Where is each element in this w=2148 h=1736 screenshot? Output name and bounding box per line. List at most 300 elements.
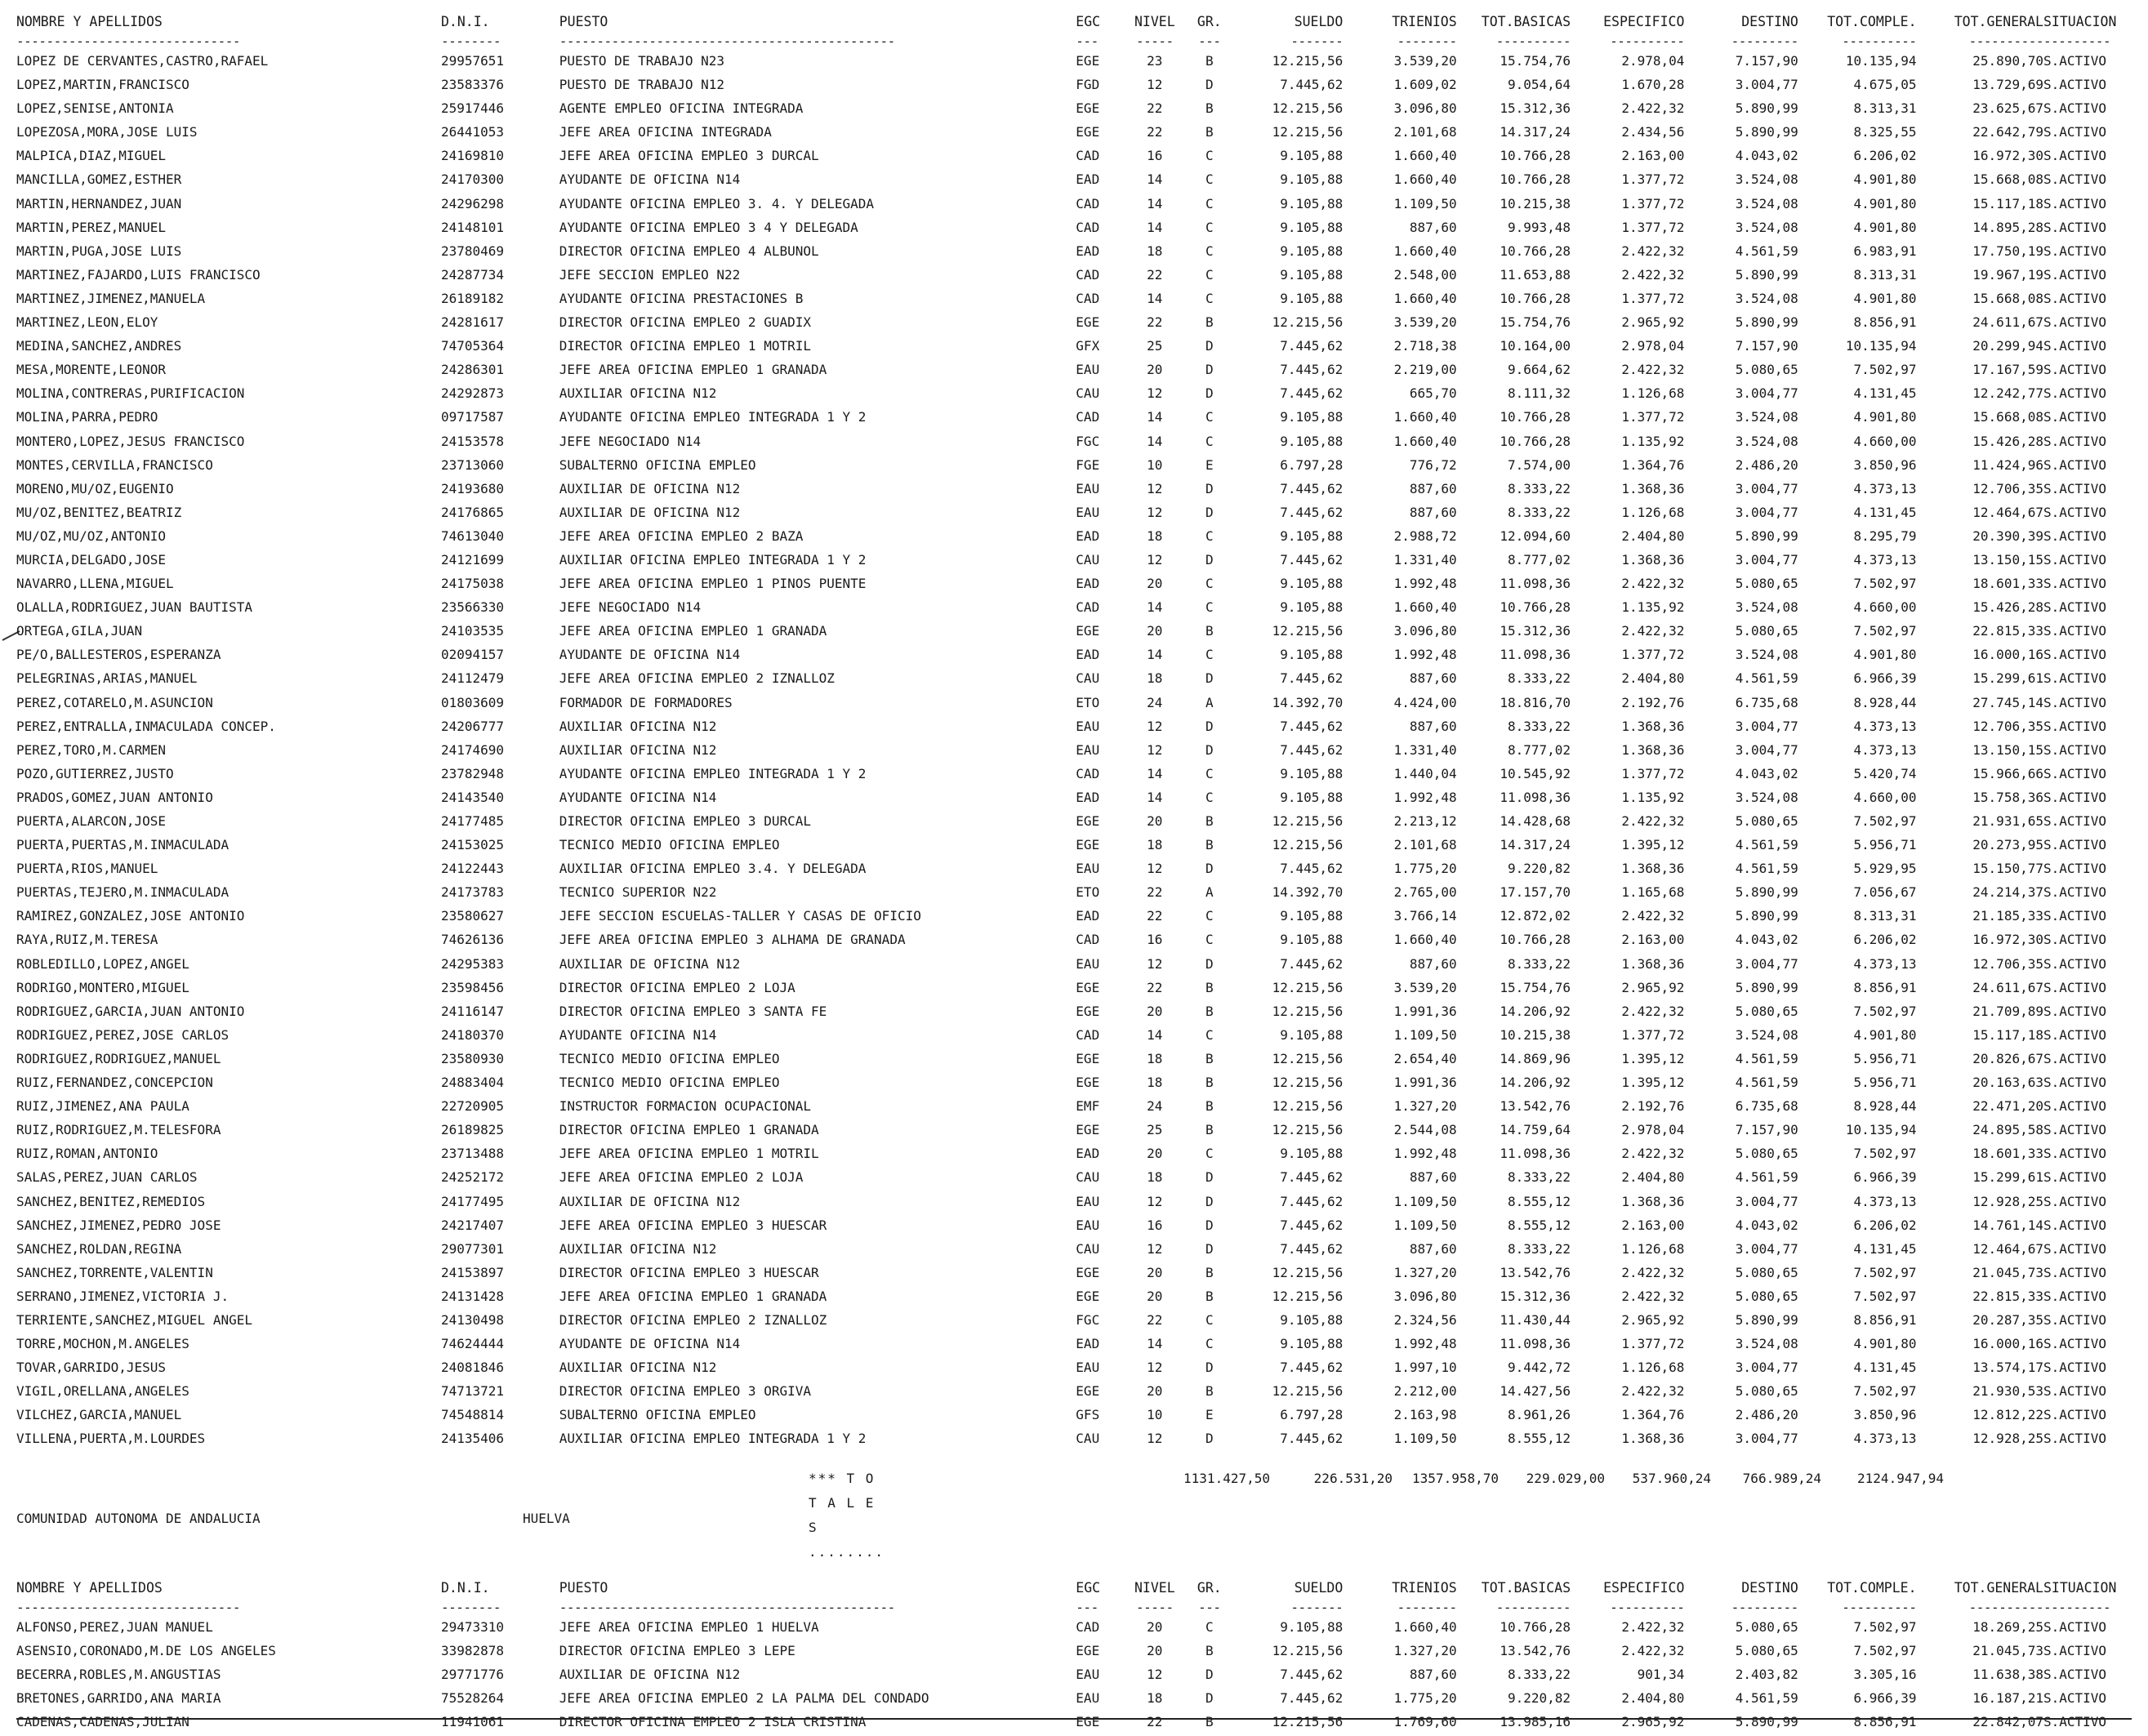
cell-name: VILLENA,PUERTA,M.LOURDES — [16, 1431, 206, 1447]
cell-grupo: C — [1205, 1026, 1214, 1043]
cell-tot-comple: 8.856,91 — [1853, 1714, 1917, 1730]
cell-trienios: 4.424,00 — [1393, 694, 1457, 710]
cell-trienios: 1.660,40 — [1393, 290, 1457, 306]
cell-especifico: 2.965,92 — [1621, 1714, 1685, 1730]
cell-tot-general: 16.000,16 — [1972, 647, 2043, 663]
table-row — [16, 786, 2140, 809]
cell-tot-basicas: 14.317,24 — [1500, 124, 1571, 140]
cell-situacion: S.ACTIVO — [2043, 1098, 2107, 1115]
cell-egc: EAD — [1076, 647, 1100, 663]
table-row — [16, 1686, 2140, 1710]
cell-destino: 4.561,59 — [1735, 1050, 1798, 1066]
cell-puesto: AYUDANTE DE OFICINA N14 — [559, 171, 741, 188]
cell-puesto: JEFE AREA OFICINA EMPLEO 3 DURCAL — [559, 148, 819, 164]
cell-tot-comple: 5.956,71 — [1853, 837, 1917, 853]
cell-name: MANCILLA,GOMEZ,ESTHER — [16, 171, 182, 188]
cell-trienios: 1.992,48 — [1393, 789, 1457, 805]
cell-tot-comple: 5.420,74 — [1853, 765, 1917, 781]
cell-dni: 24295383 — [441, 955, 505, 972]
cell-situacion: S.ACTIVO — [2043, 124, 2107, 140]
cell-name: MEDINA,SANCHEZ,ANDRES — [16, 338, 182, 354]
cell-destino: 3.524,08 — [1735, 433, 1798, 449]
cell-dni: 75528264 — [441, 1690, 505, 1707]
table-row — [16, 453, 2140, 477]
cell-trienios: 887,60 — [1409, 718, 1457, 734]
cell-egc: EGE — [1076, 1383, 1100, 1400]
cell-tot-basicas: 13.542,76 — [1500, 1643, 1571, 1659]
cell-name: RUIZ,JIMENEZ,ANA PAULA — [16, 1098, 189, 1115]
cell-puesto: PUESTO DE TRABAJO N23 — [559, 53, 725, 69]
cell-especifico: 2.404,80 — [1621, 527, 1685, 544]
cell-tot-basicas: 8.333,22 — [1507, 1169, 1571, 1186]
dashed-rule: ------------------------------ — [16, 34, 240, 49]
cell-tot-comple: 4.373,13 — [1853, 955, 1917, 972]
cell-situacion: S.ACTIVO — [2043, 1336, 2107, 1352]
cell-trienios: 2.219,00 — [1393, 362, 1457, 378]
cell-sueldo: 6.797,28 — [1280, 456, 1344, 473]
cell-egc: CAD — [1076, 1619, 1100, 1635]
cell-sueldo: 9.105,88 — [1280, 195, 1344, 211]
cell-tot-comple: 8.856,91 — [1853, 1311, 1917, 1328]
cell-tot-general: 22.642,79 — [1972, 124, 2043, 140]
cell-sueldo: 9.105,88 — [1280, 290, 1344, 306]
cell-dni: 74624444 — [441, 1336, 505, 1352]
cell-grupo: B — [1205, 1003, 1214, 1019]
cell-destino: 4.561,59 — [1735, 1690, 1798, 1707]
table-row — [16, 738, 2140, 762]
cell-name: ALFONSO,PEREZ,JUAN MANUEL — [16, 1619, 213, 1635]
cell-dni: 24175038 — [441, 576, 505, 592]
cell-sueldo: 12.215,56 — [1272, 623, 1344, 639]
cell-sueldo: 12.215,56 — [1272, 100, 1344, 117]
cell-grupo: D — [1205, 1169, 1214, 1186]
cell-sueldo: 9.105,88 — [1280, 1336, 1344, 1352]
cell-puesto: JEFE AREA OFICINA EMPLEO 2 BAZA — [559, 527, 804, 544]
cell-trienios: 2.765,00 — [1393, 884, 1457, 901]
cell-tot-comple: 4.373,13 — [1853, 1431, 1917, 1447]
cell-nivel: 14 — [1147, 1336, 1163, 1352]
cell-sueldo: 7.445,62 — [1280, 1360, 1344, 1376]
cell-dni: 23598456 — [441, 979, 505, 995]
cell-especifico: 2.422,32 — [1621, 1288, 1685, 1304]
cell-tot-basicas: 10.766,28 — [1500, 433, 1571, 449]
cell-trienios: 1.992,48 — [1393, 647, 1457, 663]
cell-puesto: AUXILIAR OFICINA N12 — [559, 1360, 717, 1376]
cell-destino: 7.157,90 — [1735, 1122, 1798, 1138]
cell-dni: 23580930 — [441, 1050, 505, 1066]
cell-situacion: S.ACTIVO — [2043, 1026, 2107, 1043]
cell-egc: CAD — [1076, 266, 1100, 283]
cell-egc: EGE — [1076, 1122, 1100, 1138]
cell-name: MOLINA,PARRA,PEDRO — [16, 409, 158, 425]
table-row — [16, 691, 2140, 714]
cell-puesto: AUXILIAR DE OFICINA N12 — [559, 504, 741, 520]
cell-tot-general: 13.150,15 — [1972, 551, 2043, 568]
cell-dni: 24177495 — [441, 1193, 505, 1209]
cell-trienios: 1.660,40 — [1393, 148, 1457, 164]
cell-trienios: 776,72 — [1409, 456, 1457, 473]
cell-egc: GFS — [1076, 1407, 1100, 1423]
table-row — [16, 1332, 2140, 1355]
cell-especifico: 1.135,92 — [1621, 789, 1685, 805]
cell-tot-basicas: 15.754,76 — [1500, 314, 1571, 331]
cell-destino: 5.080,65 — [1735, 1383, 1798, 1400]
cell-especifico: 2.434,56 — [1621, 124, 1685, 140]
cell-tot-general: 16.972,30 — [1972, 148, 2043, 164]
cell-destino: 4.043,02 — [1735, 148, 1798, 164]
table-row — [16, 1379, 2140, 1403]
column-header-name: NOMBRE Y APELLIDOS — [16, 14, 163, 29]
cell-dni: 24177485 — [441, 813, 505, 829]
cell-tot-comple: 5.956,71 — [1853, 1050, 1917, 1066]
dashed-rule: --------- — [2043, 1600, 2111, 1615]
cell-destino: 5.080,65 — [1735, 576, 1798, 592]
cell-especifico: 1.368,36 — [1621, 741, 1685, 758]
column-header-destino: DESTINO — [1741, 14, 1798, 29]
cell-tot-basicas: 12.094,60 — [1500, 527, 1571, 544]
cell-trienios: 2.548,00 — [1393, 266, 1457, 283]
cell-tot-basicas: 15.312,36 — [1500, 100, 1571, 117]
cell-situacion: S.ACTIVO — [2043, 266, 2107, 283]
cell-egc: CAD — [1076, 765, 1100, 781]
cell-trienios: 2.163,98 — [1393, 1407, 1457, 1423]
cell-sueldo: 12.215,56 — [1272, 1075, 1344, 1091]
cell-tot-comple: 8.313,31 — [1853, 908, 1917, 924]
cell-egc: EAU — [1076, 955, 1100, 972]
cell-tot-basicas: 10.766,28 — [1500, 171, 1571, 188]
cell-especifico: 2.192,76 — [1621, 694, 1685, 710]
cell-puesto: JEFE AREA OFICINA EMPLEO 1 GRANADA — [559, 362, 827, 378]
cell-sueldo: 7.445,62 — [1280, 338, 1344, 354]
dashed-rule: -------- — [441, 1600, 501, 1615]
cell-tot-comple: 6.966,39 — [1853, 1690, 1917, 1707]
cell-puesto: DIRECTOR OFICINA EMPLEO 1 GRANADA — [559, 1122, 819, 1138]
cell-especifico: 1.395,12 — [1621, 837, 1685, 853]
cell-trienios: 2.324,56 — [1393, 1311, 1457, 1328]
cell-dni: 74626136 — [441, 932, 505, 948]
table-row — [16, 477, 2140, 501]
cell-grupo: A — [1205, 884, 1214, 901]
cell-puesto: DIRECTOR OFICINA EMPLEO 3 HUESCAR — [559, 1264, 819, 1280]
cell-tot-comple: 4.901,80 — [1853, 290, 1917, 306]
cell-tot-comple: 4.901,80 — [1853, 219, 1917, 235]
cell-trienios: 2.101,68 — [1393, 124, 1457, 140]
cell-situacion: S.ACTIVO — [2043, 385, 2107, 402]
table-row — [16, 809, 2140, 833]
cell-name: MOLINA,CONTRERAS,PURIFICACION — [16, 385, 245, 402]
cell-destino: 3.004,77 — [1735, 1360, 1798, 1376]
cell-destino: 5.080,65 — [1735, 1003, 1798, 1019]
cell-tot-basicas: 13.542,76 — [1500, 1098, 1571, 1115]
cell-especifico: 2.404,80 — [1621, 1169, 1685, 1186]
cell-trienios: 2.213,12 — [1393, 813, 1457, 829]
cell-dni: 74713721 — [441, 1383, 505, 1400]
cell-grupo: C — [1205, 527, 1214, 544]
table-row — [16, 1165, 2140, 1189]
cell-name: SALAS,PEREZ,JUAN CARLOS — [16, 1169, 198, 1186]
dashed-rule: ---------- — [1495, 1600, 1571, 1615]
cell-dni: 24143540 — [441, 789, 505, 805]
cell-tot-general: 12.706,35 — [1972, 480, 2043, 496]
cell-trienios: 3.096,80 — [1393, 100, 1457, 117]
cell-puesto: DIRECTOR OFICINA EMPLEO 2 GUADIX — [559, 314, 811, 331]
cell-trienios: 1.660,40 — [1393, 409, 1457, 425]
column-header-row — [16, 1576, 2140, 1600]
cell-dni: 09717587 — [441, 409, 505, 425]
cell-tot-comple: 5.956,71 — [1853, 1075, 1917, 1091]
cell-egc: EAU — [1076, 741, 1100, 758]
cell-nivel: 14 — [1147, 647, 1163, 663]
cell-tot-general: 24.214,37 — [1972, 884, 2043, 901]
column-header-grupo: GR. — [1197, 1580, 1222, 1596]
cell-tot-general: 23.625,67 — [1972, 100, 2043, 117]
cell-nivel: 12 — [1147, 77, 1163, 93]
cell-dni: 24193680 — [441, 480, 505, 496]
column-header-trienios: TRIENIOS — [1392, 1580, 1457, 1596]
total-sueldo: 1131.427,50 — [1183, 1471, 1270, 1486]
cell-puesto: DIRECTOR OFICINA EMPLEO 1 MOTRIL — [559, 338, 811, 354]
cell-sueldo: 9.105,88 — [1280, 148, 1344, 164]
cell-nivel: 22 — [1147, 266, 1163, 283]
cell-egc: EAU — [1076, 861, 1100, 877]
cell-especifico: 2.422,32 — [1621, 1383, 1685, 1400]
cell-trienios: 2.212,00 — [1393, 1383, 1457, 1400]
cell-name: RAMIREZ,GONZALEZ,JOSE ANTONIO — [16, 908, 245, 924]
table-row — [16, 358, 2140, 381]
cell-trienios: 887,60 — [1409, 480, 1457, 496]
cell-nivel: 25 — [1147, 1122, 1163, 1138]
cell-trienios: 887,60 — [1409, 670, 1457, 687]
cell-especifico: 1.368,36 — [1621, 955, 1685, 972]
cell-tot-general: 15.758,36 — [1972, 789, 2043, 805]
cell-dni: 23583376 — [441, 77, 505, 93]
cell-tot-basicas: 10.215,38 — [1500, 1026, 1571, 1043]
cell-sueldo: 12.215,56 — [1272, 1714, 1344, 1730]
cell-tot-comple: 8.856,91 — [1853, 979, 1917, 995]
cell-name: TERRIENTE,SANCHEZ,MIGUEL ANGEL — [16, 1311, 252, 1328]
dashed-rule: --- — [1198, 34, 1221, 49]
cell-trienios: 1.769,60 — [1393, 1714, 1457, 1730]
cell-tot-comple: 10.135,94 — [1845, 1122, 1917, 1138]
cell-tot-comple: 5.929,95 — [1853, 861, 1917, 877]
cell-name: MARTIN,PUGA,JOSE LUIS — [16, 243, 182, 259]
cell-tot-basicas: 10.766,28 — [1500, 599, 1571, 616]
cell-egc: CAD — [1076, 290, 1100, 306]
cell-tot-comple: 4.660,00 — [1853, 789, 1917, 805]
cell-sueldo: 7.445,62 — [1280, 77, 1344, 93]
cell-destino: 3.524,08 — [1735, 789, 1798, 805]
cell-situacion: S.ACTIVO — [2043, 718, 2107, 734]
table-row — [16, 287, 2140, 310]
cell-tot-comple: 7.502,97 — [1853, 1643, 1917, 1659]
cell-situacion: S.ACTIVO — [2043, 1288, 2107, 1304]
cell-sueldo: 7.445,62 — [1280, 1169, 1344, 1186]
cell-tot-comple: 4.660,00 — [1853, 433, 1917, 449]
cell-nivel: 14 — [1147, 1026, 1163, 1043]
cell-grupo: D — [1205, 1360, 1214, 1376]
cell-destino: 5.890,99 — [1735, 1311, 1798, 1328]
cell-dni: 02094157 — [441, 647, 505, 663]
cell-destino: 3.004,77 — [1735, 385, 1798, 402]
cell-grupo: C — [1205, 290, 1214, 306]
cell-dni: 24135406 — [441, 1431, 505, 1447]
cell-grupo: B — [1205, 1050, 1214, 1066]
cell-name: PEREZ,ENTRALLA,INMACULADA CONCEP. — [16, 718, 276, 734]
column-header-tot-comple: TOT.COMPLE. — [1827, 1580, 1917, 1596]
cell-especifico: 1.377,72 — [1621, 409, 1685, 425]
cell-destino: 5.890,99 — [1735, 1714, 1798, 1730]
cell-name: SANCHEZ,JIMENEZ,PEDRO JOSE — [16, 1217, 221, 1233]
cell-destino: 3.004,77 — [1735, 551, 1798, 568]
cell-puesto: JEFE SECCION ESCUELAS-TALLER Y CASAS DE OFICIO — [559, 908, 921, 924]
cell-nivel: 18 — [1147, 1169, 1163, 1186]
cell-nivel: 10 — [1147, 456, 1163, 473]
cell-dni: 24287734 — [441, 266, 505, 283]
cell-dni: 24296298 — [441, 195, 505, 211]
cell-nivel: 20 — [1147, 1003, 1163, 1019]
cell-especifico: 1.395,12 — [1621, 1075, 1685, 1091]
cell-especifico: 2.422,32 — [1621, 1619, 1685, 1635]
cell-sueldo: 7.445,62 — [1280, 955, 1344, 972]
cell-nivel: 20 — [1147, 362, 1163, 378]
table-row — [16, 192, 2140, 216]
table-row — [16, 381, 2140, 405]
cell-tot-comple: 4.131,45 — [1853, 1240, 1917, 1257]
cell-tot-comple: 7.502,97 — [1853, 1003, 1917, 1019]
table-row — [16, 1094, 2140, 1118]
cell-destino: 5.080,65 — [1735, 623, 1798, 639]
cell-egc: EAU — [1076, 1217, 1100, 1233]
cell-situacion: S.ACTIVO — [2043, 1383, 2107, 1400]
cell-especifico: 1.368,36 — [1621, 551, 1685, 568]
cell-tot-comple: 10.135,94 — [1845, 338, 1917, 354]
dashed-rule: --------------------------------------------- — [559, 34, 895, 49]
cell-tot-general: 15.117,18 — [1972, 1026, 2043, 1043]
cell-dni: 23782948 — [441, 765, 505, 781]
cell-sueldo: 12.215,56 — [1272, 1003, 1344, 1019]
cell-grupo: D — [1205, 504, 1214, 520]
cell-tot-general: 24.895,58 — [1972, 1122, 2043, 1138]
cell-tot-comple: 4.373,13 — [1853, 480, 1917, 496]
cell-name: PUERTAS,TEJERO,M.INMACULADA — [16, 884, 230, 901]
cell-name: RODRIGUEZ,PEREZ,JOSE CARLOS — [16, 1026, 230, 1043]
cell-destino: 3.004,77 — [1735, 741, 1798, 758]
cell-name: PUERTA,RIOS,MANUEL — [16, 861, 158, 877]
dashed-rule-row — [16, 1600, 2140, 1615]
cell-name: LOPEZ,MARTIN,FRANCISCO — [16, 77, 189, 93]
cell-egc: EGE — [1076, 1643, 1100, 1659]
dashed-rule: ---------- — [1495, 34, 1571, 49]
cell-tot-general: 16.972,30 — [1972, 932, 2043, 948]
cell-puesto: AUXILIAR OFICINA EMPLEO 3.4. Y DELEGADA — [559, 861, 867, 877]
cell-puesto: AUXILIAR OFICINA N12 — [559, 741, 717, 758]
cell-tot-basicas: 7.574,00 — [1507, 456, 1571, 473]
cell-puesto: DIRECTOR OFICINA EMPLEO 2 IZNALLOZ — [559, 1311, 827, 1328]
cell-sueldo: 9.105,88 — [1280, 243, 1344, 259]
cell-tot-comple: 4.901,80 — [1853, 409, 1917, 425]
dashed-rule: ---------- — [1842, 1600, 1917, 1615]
cell-especifico: 2.965,92 — [1621, 314, 1685, 331]
cell-grupo: C — [1205, 219, 1214, 235]
cell-situacion: S.ACTIVO — [2043, 1714, 2107, 1730]
cell-nivel: 24 — [1147, 1098, 1163, 1115]
column-header-puesto: PUESTO — [559, 14, 608, 29]
cell-dni: 24103535 — [441, 623, 505, 639]
cell-sueldo: 12.215,56 — [1272, 1050, 1344, 1066]
cell-name: LOPEZ,SENISE,ANTONIA — [16, 100, 174, 117]
cell-destino: 3.004,77 — [1735, 955, 1798, 972]
cell-puesto: JEFE AREA OFICINA EMPLEO 1 GRANADA — [559, 1288, 827, 1304]
cell-name: RAYA,RUIZ,M.TERESA — [16, 932, 158, 948]
cell-egc: EAD — [1076, 576, 1100, 592]
table-row — [16, 1710, 2140, 1734]
cell-tot-comple: 7.502,97 — [1853, 1288, 1917, 1304]
cell-especifico: 2.422,32 — [1621, 1003, 1685, 1019]
table-row — [16, 96, 2140, 120]
cell-trienios: 1.660,40 — [1393, 243, 1457, 259]
cell-trienios: 1.331,40 — [1393, 551, 1457, 568]
cell-situacion: S.ACTIVO — [2043, 314, 2107, 331]
cell-grupo: C — [1205, 1311, 1214, 1328]
cell-destino: 4.561,59 — [1735, 243, 1798, 259]
table-row — [16, 1190, 2140, 1213]
cell-especifico: 2.422,32 — [1621, 362, 1685, 378]
cell-egc: EAU — [1076, 1193, 1100, 1209]
cell-especifico: 2.163,00 — [1621, 932, 1685, 948]
cell-tot-basicas: 17.157,70 — [1500, 884, 1571, 901]
table-row — [16, 310, 2140, 334]
cell-tot-basicas: 12.872,02 — [1500, 908, 1571, 924]
table-row — [16, 1071, 2140, 1094]
cell-destino: 5.890,99 — [1735, 908, 1798, 924]
cell-especifico: 1.670,28 — [1621, 77, 1685, 93]
cell-tot-comple: 6.966,39 — [1853, 1169, 1917, 1186]
cell-grupo: B — [1205, 1643, 1214, 1659]
cell-egc: EGE — [1076, 100, 1100, 117]
cell-nivel: 20 — [1147, 1288, 1163, 1304]
cell-nivel: 22 — [1147, 979, 1163, 995]
cell-destino: 5.890,99 — [1735, 314, 1798, 331]
cell-sueldo: 7.445,62 — [1280, 362, 1344, 378]
cell-sueldo: 7.445,62 — [1280, 1431, 1344, 1447]
cell-grupo: B — [1205, 124, 1214, 140]
cell-trienios: 1.109,50 — [1393, 195, 1457, 211]
cell-dni: 24173783 — [441, 884, 505, 901]
cell-sueldo: 9.105,88 — [1280, 789, 1344, 805]
cell-sueldo: 12.215,56 — [1272, 314, 1344, 331]
cell-grupo: C — [1205, 765, 1214, 781]
cell-name: MESA,MORENTE,LEONOR — [16, 362, 167, 378]
cell-tot-general: 12.706,35 — [1972, 718, 2043, 734]
cell-trienios: 1.331,40 — [1393, 741, 1457, 758]
cell-dni: 23580627 — [441, 908, 505, 924]
cell-dni: 24281617 — [441, 314, 505, 331]
cell-sueldo: 9.105,88 — [1280, 1026, 1344, 1043]
cell-tot-general: 15.668,08 — [1972, 290, 2043, 306]
cell-puesto: AYUDANTE OFICINA N14 — [559, 789, 717, 805]
cell-sueldo: 12.215,56 — [1272, 1098, 1344, 1115]
cell-dni: 24286301 — [441, 362, 505, 378]
cell-nivel: 10 — [1147, 1407, 1163, 1423]
province-label: HUELVA — [523, 1511, 570, 1526]
cell-puesto: DIRECTOR OFICINA EMPLEO 3 SANTA FE — [559, 1003, 827, 1019]
cell-grupo: D — [1205, 480, 1214, 496]
cell-situacion: S.ACTIVO — [2043, 171, 2107, 188]
cell-sueldo: 7.445,62 — [1280, 718, 1344, 734]
cell-grupo: C — [1205, 1336, 1214, 1352]
cell-dni: 29473310 — [441, 1619, 505, 1635]
cell-egc: EAU — [1076, 504, 1100, 520]
